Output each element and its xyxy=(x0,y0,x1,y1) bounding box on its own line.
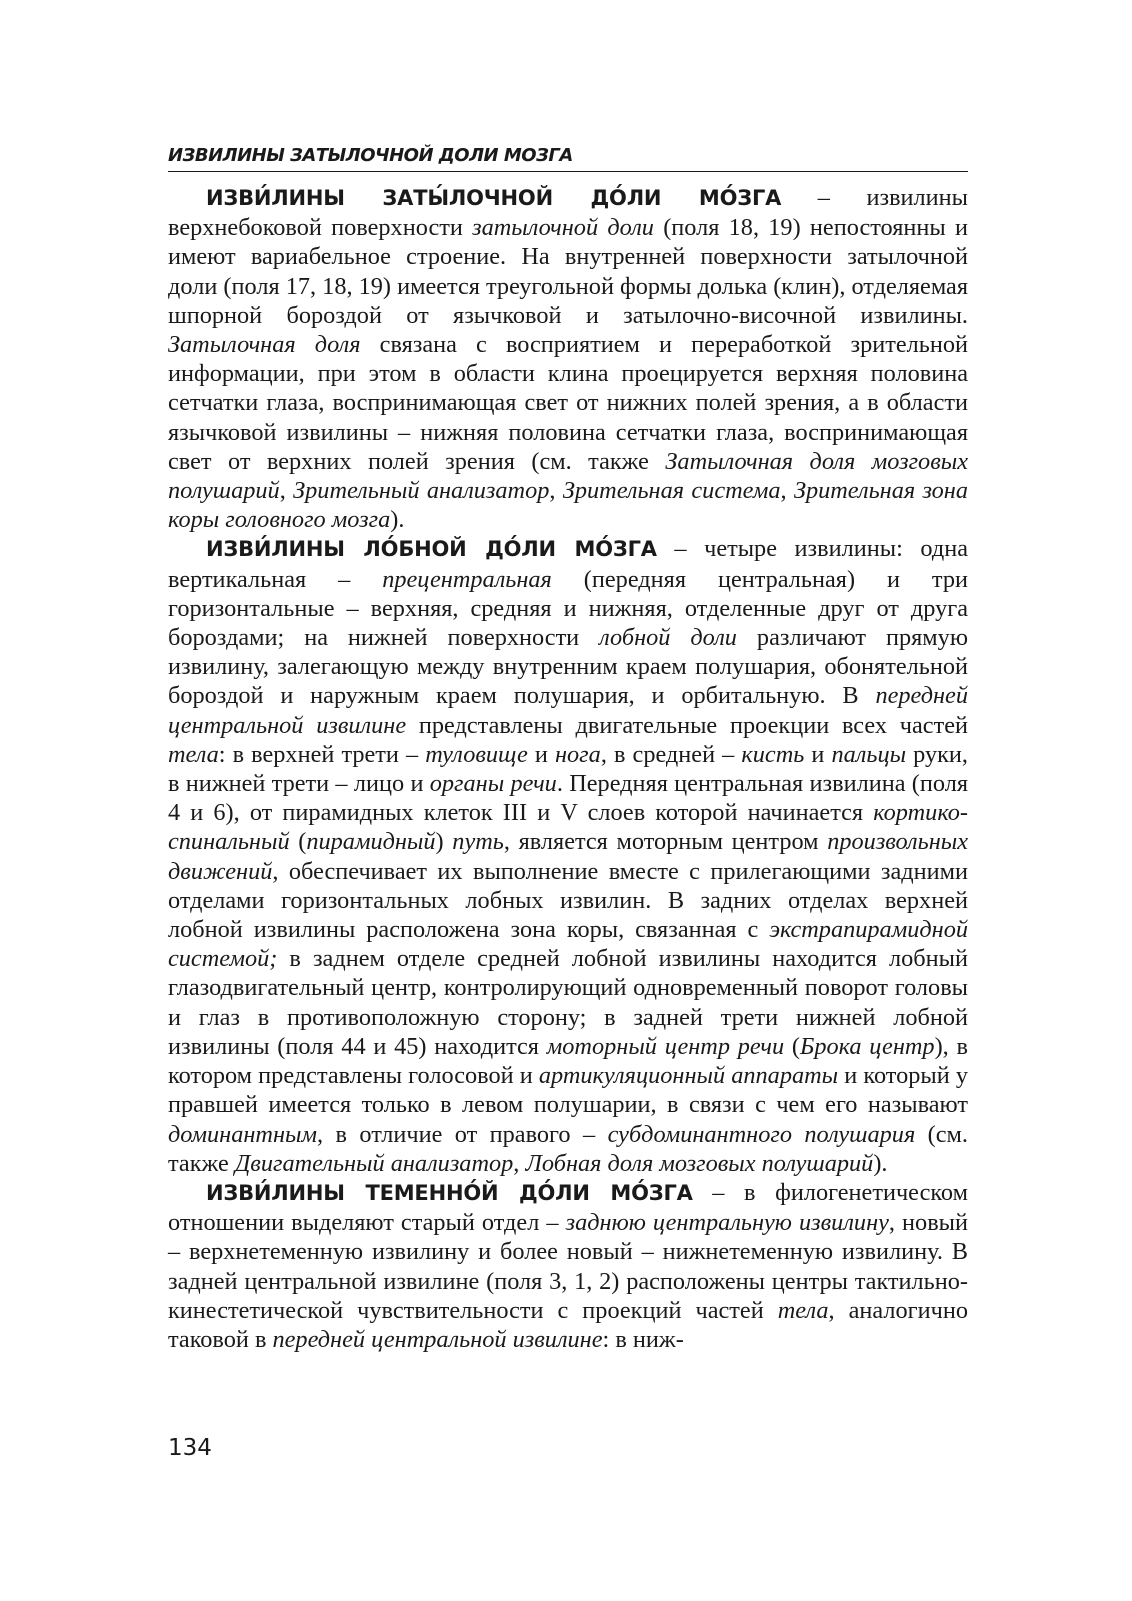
entry-body xyxy=(168,535,968,1176)
entry-text: , xyxy=(513,1149,526,1177)
dictionary-entry xyxy=(168,183,968,534)
entry-text: руки, в нижней трети – лицо и xyxy=(168,740,969,798)
entry-text: , аналогично таковой в xyxy=(168,1296,968,1353)
entry-body xyxy=(168,1179,968,1353)
italic-reference: Лобная доля мозговых полушарий xyxy=(525,1149,874,1177)
italic-reference: доминантным xyxy=(168,1120,317,1148)
italic-reference: Затылочная доля xyxy=(168,331,361,359)
italic-reference: Двигательный анализатор xyxy=(234,1149,514,1177)
italic-reference: экстрапирамидной системой; xyxy=(168,916,968,973)
entry-text: : в ниж- xyxy=(602,1325,684,1353)
italic-reference: Затылочная доля мозговых полушарий xyxy=(168,447,968,505)
italic-reference: органы речи xyxy=(429,770,557,798)
entry-text: (передняя центральная) и три горизонтальные – верхняя, средняя и нижняя, отделенные друг от друга бороздами; на нижней поверхности xyxy=(168,565,968,652)
entry-text: ). xyxy=(390,506,405,534)
italic-reference: тела xyxy=(777,1296,829,1324)
entry-text: – четыре извилины: одна вертикальная – xyxy=(168,535,969,593)
italic-reference: кисть xyxy=(741,740,805,768)
entry-text: связана с восприятием и переработкой зрительной информации, при этом в области клина проецируется верхняя половина сетчатки глаза, воспринимающая свет от нижних полей зрения, а в области язычковой извилины – нижняя половина сетчатки глаза, воспринимающая свет от верхних полей зрения (см. также xyxy=(168,331,968,475)
entry-text: (поля 18, 19) непостоянны и имеют вариабельное строение. На внутренней поверхности затылочной доли (поля 17, 18, 19) имеется треугольной формы долька (клин), отделяемая шпорной бороздой от язычковой и затылочно-височной извилины. xyxy=(168,214,968,329)
italic-reference: передней центральной извилине xyxy=(272,1325,603,1353)
italic-reference: Зрительный анализатор xyxy=(293,477,550,505)
entry-text: , xyxy=(279,477,294,505)
dictionary-entry xyxy=(168,1178,968,1354)
italic-reference: нога xyxy=(554,740,601,768)
italic-reference: артикуляционный аппараты xyxy=(538,1062,839,1090)
italic-reference: пальцы xyxy=(831,740,907,768)
entry-text: ). xyxy=(873,1149,888,1177)
entry-text: ), в котором представлены голосовой и xyxy=(168,1032,968,1090)
italic-reference: моторный центр речи xyxy=(546,1032,785,1060)
italic-reference: тела xyxy=(168,740,219,768)
entry-text: , в отличие от правого – xyxy=(316,1120,608,1148)
italic-reference: субдоминантного полушария xyxy=(607,1120,916,1148)
dictionary-entry xyxy=(168,534,968,1177)
italic-reference: Зрительная зона коры головного мозга xyxy=(168,477,968,534)
entry-text: , обеспечивает их выполнение вместе с прилегающими задними отделами горизонтальных лобных извилин. В задних отделах верхней лобной извилины расположена зона коры, связанная с xyxy=(168,857,968,944)
italic-reference: путь xyxy=(452,828,504,856)
entry-text: и xyxy=(527,740,555,768)
italic-reference: туловище xyxy=(425,740,528,768)
entry-text: . Передняя центральная извилина (поля 4 и 6), от пирамидных клеток III и V слоев которой начинается xyxy=(168,770,969,827)
dictionary-text xyxy=(168,183,968,1354)
entry-term: ИЗВИ́ЛИНЫ ТЕМЕННО́Й ДО́ЛИ МО́ЗГА xyxy=(206,1180,693,1205)
running-head-title: ИЗВИЛИНЫ ЗАТЫЛОЧНОЙ ДОЛИ МОЗГА xyxy=(168,145,573,166)
entry-text: : в верхней трети – xyxy=(218,740,426,768)
entry-text: ( xyxy=(289,828,307,856)
running-head xyxy=(168,136,968,172)
entry-text: , новый – верхнетеменную извилину и более новый – нижнетеменную извилину. В задней центральной извилине (поля 3, 1, 2) расположены центры тактильно-кинестетической чувствительности с проекций частей xyxy=(168,1209,968,1324)
italic-reference: Зрительная система xyxy=(562,477,781,505)
entry-text: и xyxy=(804,740,832,768)
entry-text: , является моторным центром xyxy=(503,828,828,856)
entry-text: , в средней – xyxy=(600,740,742,768)
entry-text: , xyxy=(549,477,563,505)
italic-reference: передней центральной извилине xyxy=(168,682,968,739)
entry-text: и который у правшей имеется только в левом полушарии, в связи с чем его называют xyxy=(168,1062,968,1119)
entry-term: ИЗВИ́ЛИНЫ ЗАТЫ́ЛОЧНОЙ ДО́ЛИ МО́ЗГА xyxy=(206,186,782,210)
italic-reference: затылочной доли xyxy=(472,214,654,242)
italic-reference: прецентральная xyxy=(382,565,552,593)
entry-term: ИЗВИ́ЛИНЫ ЛО́БНОЙ ДО́ЛИ МО́ЗГА xyxy=(206,537,657,562)
entry-text: в заднем отделе средней лобной извилины находится лобный глазодвигательный центр, контролирующий одновременный поворот головы и глаз в противоположную сторону; в задней трети нижней лобной извилины (поля 44 и 45) находится xyxy=(168,945,968,1060)
entry-text: (см. также xyxy=(168,1120,969,1177)
entry-text: – извилины верхнебоковой поверхности xyxy=(168,184,968,242)
italic-reference: произвольных движений xyxy=(168,828,969,885)
italic-reference: Брока центр xyxy=(799,1032,935,1060)
entry-text: ) xyxy=(435,828,453,856)
entry-text: различают прямую извилину, залегающую между внутренним краем полушария, обонятельной бороздой и наружным краем полушария, и орбитальную. В xyxy=(168,624,968,710)
entry-text: – в филогенетическом отношении выделяют старый отдел – xyxy=(168,1178,968,1237)
entry-text: , xyxy=(780,477,794,505)
italic-reference: пирамидный xyxy=(306,828,436,856)
entry-body xyxy=(168,184,968,533)
italic-reference: лобной доли xyxy=(599,624,737,652)
entry-text: ( xyxy=(784,1032,800,1060)
entry-text: представлены двигательные проекции всех частей xyxy=(406,711,968,739)
page-number: 134 xyxy=(168,1435,212,1461)
italic-reference: заднюю центральную извилину xyxy=(565,1209,889,1237)
italic-reference: кортико-спинальный xyxy=(168,799,968,856)
